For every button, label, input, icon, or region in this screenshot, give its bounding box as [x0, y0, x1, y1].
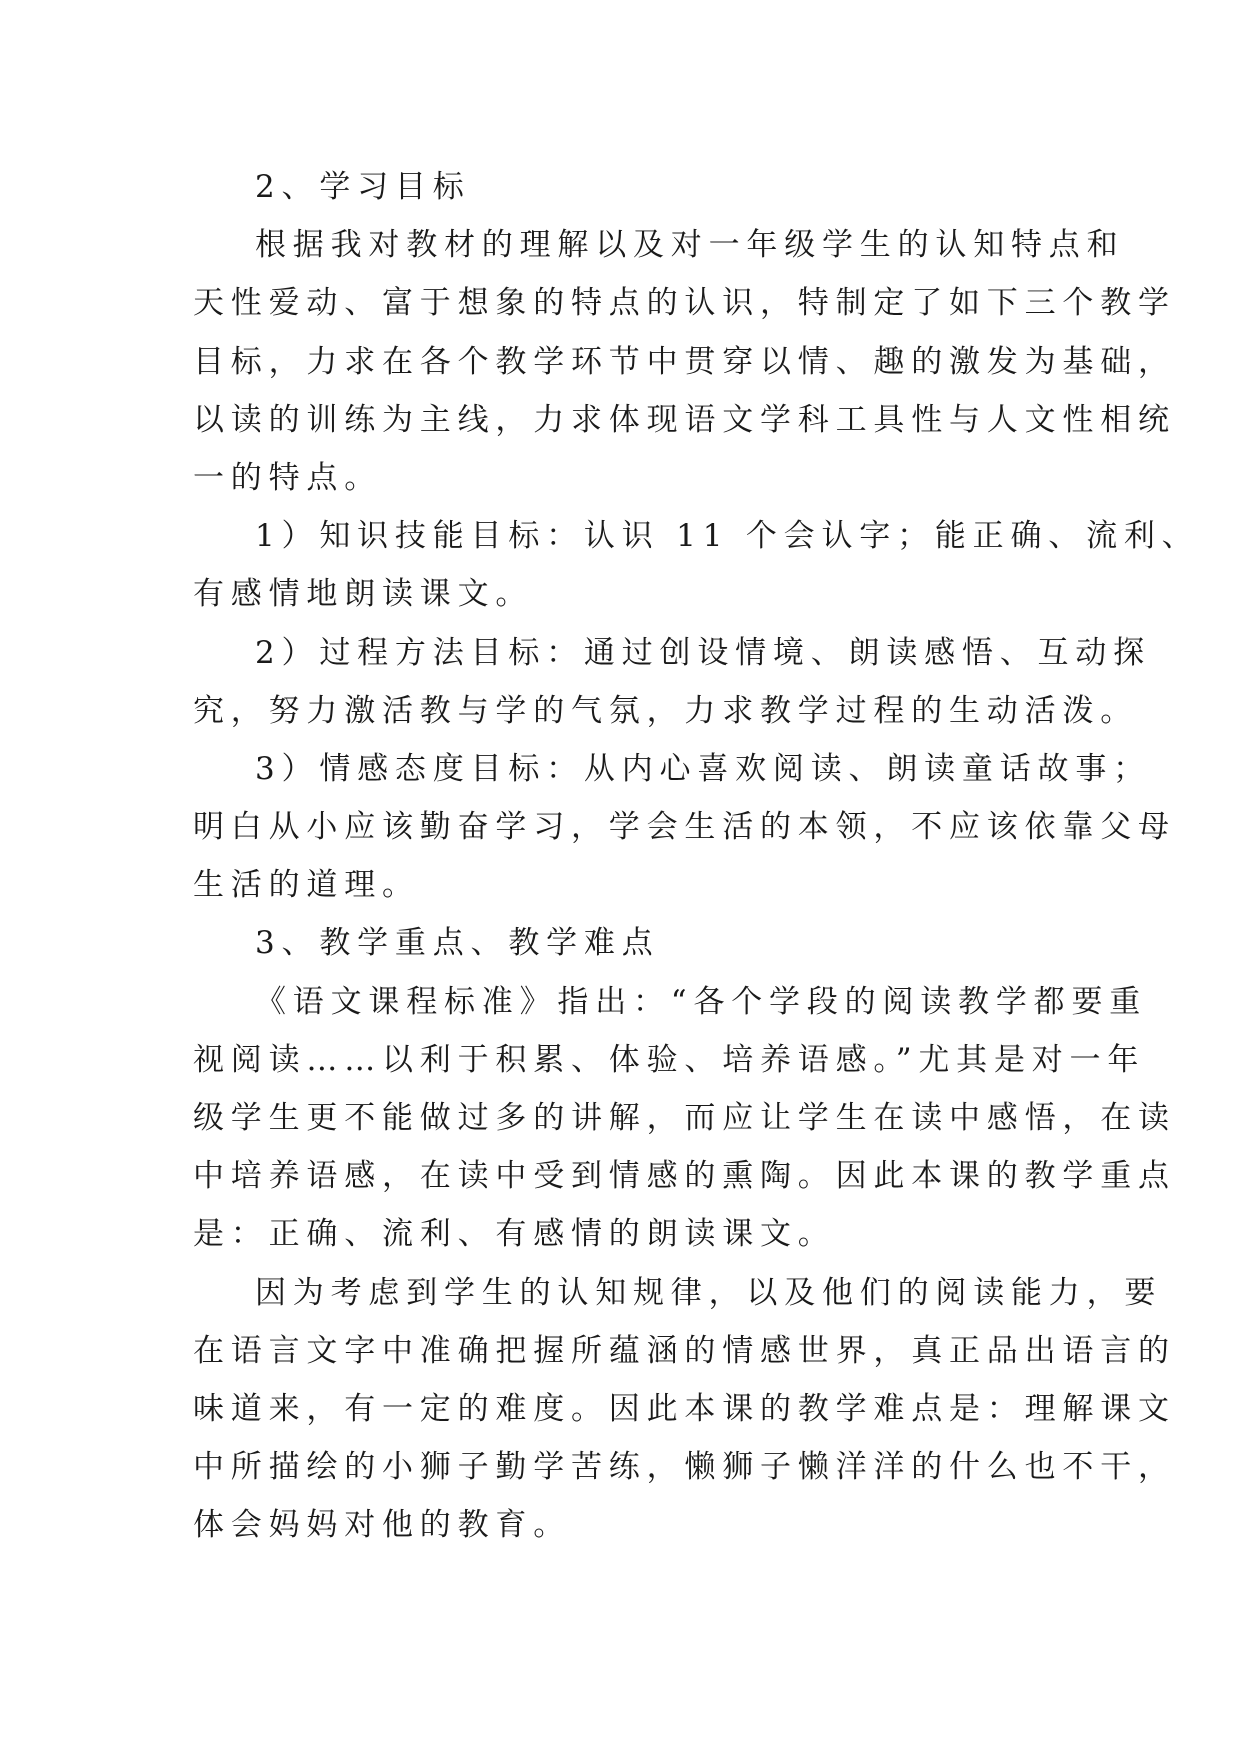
text-line: 以读的训练为主线，力求体现语文学科工具性与人文性相统 [193, 401, 1176, 438]
text-line: 中所描绘的小狮子勤学苦练，懒狮子懒洋洋的什么也不干， [193, 1449, 1176, 1486]
document-body [193, 158, 1200, 1555]
text-line: 体会妈妈对他的教育。 [193, 1507, 571, 1544]
text-line: 级学生更不能做过多的讲解，而应让学生在读中感悟，在读 [193, 1100, 1176, 1136]
text-line: 明白从小应该勤奋学习，学会生活的本领，不应该依靠父母 [193, 809, 1176, 846]
text-line: 根据我对教材的理解以及对一年级学生的认知特点和 [255, 227, 1125, 264]
text-line: 是：正确、流利、有感情的朗读课文。 [193, 1216, 836, 1253]
text-line: 3）情感态度目标：从内心喜欢阅读、朗读童话故事； [255, 750, 1151, 787]
text-line: 在语言文字中准确把握所蕴涵的情感世界，真正品出语言的 [193, 1332, 1176, 1369]
text-line: 因为考虑到学生的认知规律，以及他们的阅读能力，要 [255, 1274, 1163, 1311]
text-line: 《语文课程标准》指出：“各个学段的阅读教学都要重 [255, 983, 1148, 1020]
text-line: 1）知识技能目标：认识 11 个会认字；能正确、流利、 [255, 518, 1200, 555]
text-line: 究，努力激活教与学的气氛，力求教学过程的生动活泼。 [193, 692, 1138, 729]
text-line: 目标，力求在各个教学环节中贯穿以情、趣的激发为基础， [193, 343, 1176, 380]
text-line: 3、教学重点、教学难点 [255, 925, 660, 962]
text-line: 一的特点。 [193, 459, 382, 496]
text-line: 视阅读……以利于积累、体验、培养语感。”尤其是对一年 [193, 1041, 1146, 1078]
text-line: 中培养语感，在读中受到情感的熏陶。因此本课的教学重点 [193, 1158, 1176, 1195]
text-line: 2）过程方法目标：通过创设情境、朗读感悟、互动探 [255, 634, 1151, 671]
text-line: 2、学习目标 [255, 169, 471, 205]
text-line: 有感情地朗读课文。 [193, 576, 534, 613]
text-line: 生活的道理。 [193, 867, 420, 904]
text-line: 味道来，有一定的难度。因此本课的教学难点是：理解课文 [193, 1390, 1176, 1427]
text-line: 天性爱动、富于想象的特点的认识，特制定了如下三个教学 [193, 285, 1176, 322]
